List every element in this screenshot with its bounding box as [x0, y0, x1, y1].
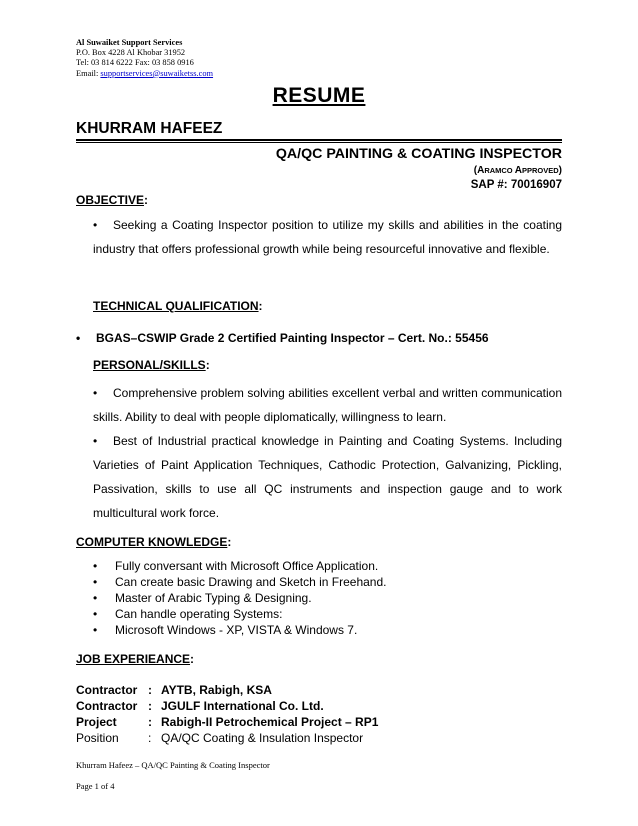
- list-item: • Master of Arabic Typing & Designing.: [93, 590, 386, 606]
- bullet-icon: •: [93, 434, 98, 448]
- skill-item: • Best of Industrial practical knowledge in Painting and Coating Systems. Including Varieties of Paint Application Techniques, Cathodic Protection, Galvanizing, Pickling, Passivation, skills to use all QC instruments and inspection gauge and to work multicultural work force.: [93, 429, 562, 525]
- document-title: RESUME: [272, 84, 366, 107]
- personal-skills-heading: PERSONAL/SKILLS:: [93, 358, 210, 372]
- objective-text: • Seeking a Coating Inspector position to utilize my skills and abilities in the coating industry that offers professional growth while being resourceful innovative and flexible.: [93, 213, 562, 261]
- technical-heading: TECHNICAL QUALIFICATION:: [93, 299, 263, 313]
- skill-item: • Comprehensive problem solving abilities excellent verbal and written communication skills. Ability to deal with people diplomatically, willingness to learn.: [93, 381, 562, 429]
- divider-thick: [76, 139, 562, 141]
- job-row: Project : Rabigh-II Petrochemical Project – RP1: [76, 715, 379, 729]
- email-label: Email:: [76, 68, 101, 78]
- bullet-icon: •: [93, 386, 98, 400]
- objective-heading: OBJECTIVE:: [76, 193, 149, 207]
- divider-thin: [76, 142, 562, 143]
- job-title: QA/QC PAINTING & COATING INSPECTOR: [275, 146, 562, 162]
- approval-note: (ARAMCO APPROVED): [473, 165, 562, 176]
- job-row: Contractor : JGULF International Co. Ltd.: [76, 699, 324, 713]
- list-item: • Can create basic Drawing and Sketch in Freehand.: [93, 574, 386, 590]
- company-phone: Tel: 03 814 6222 Fax: 03 858 0916: [76, 58, 194, 68]
- job-row: Position : QA/QC Coating & Insulation Inspector: [76, 731, 364, 745]
- bullet-icon: •: [76, 331, 81, 345]
- computer-heading: COMPUTER KNOWLEDGE:: [76, 535, 232, 549]
- list-item: • Fully conversant with Microsoft Office Application.: [93, 558, 386, 574]
- job-heading: JOB EXPERIEANCE:: [76, 652, 195, 666]
- email-link[interactable]: supportservices@suwaiketss.com: [100, 68, 214, 78]
- candidate-name: KHURRAM HAFEEZ: [76, 120, 223, 137]
- job-table: [76, 682, 378, 746]
- list-item: • Microsoft Windows - XP, VISTA & Windows 7.: [93, 622, 386, 638]
- footer-line: Khurram Hafeez – QA/QC Painting & Coating Inspector: [76, 760, 270, 770]
- bullet-icon: •: [93, 218, 98, 232]
- company-email-line: [76, 69, 213, 79]
- job-row: Contractor : AYTB, Rabigh, KSA: [76, 683, 272, 697]
- letterhead: [76, 38, 213, 79]
- company-address: P.O. Box 4228 Al Khobar 31952: [76, 48, 186, 58]
- computer-list: [93, 558, 386, 638]
- certification: • BGAS–CSWIP Grade 2 Certified Painting Inspector – Cert. No.: 55456: [76, 331, 489, 345]
- company-name: Al Suwaiket Support Services: [76, 38, 183, 47]
- sap-number: SAP #: 70016907: [470, 179, 562, 191]
- page-number: Page 1 of 4: [76, 781, 115, 791]
- list-item: • Can handle operating Systems:: [93, 606, 386, 622]
